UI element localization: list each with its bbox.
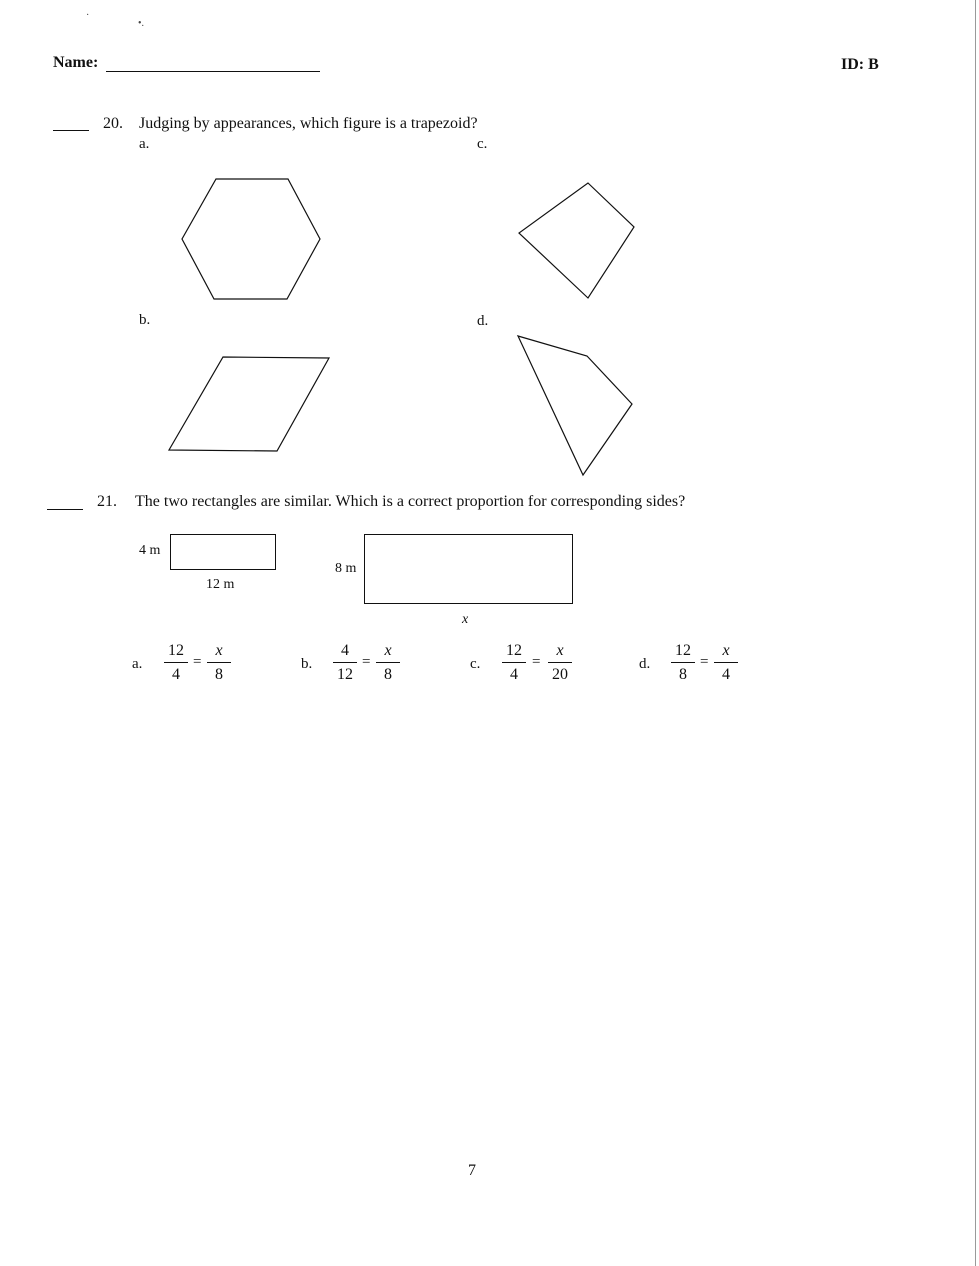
id-label: ID: B (841, 56, 879, 73)
fraction-numerator: 12 (168, 642, 184, 659)
question-number-20: 20. (103, 115, 123, 132)
choice-label-a: a. (139, 136, 150, 152)
fraction-denominator: 8 (679, 666, 687, 683)
fraction-denominator: 4 (722, 666, 730, 683)
small-rectangle (170, 534, 276, 570)
fraction-d-right (712, 641, 740, 684)
equals-sign: = (700, 654, 709, 670)
large-rectangle (364, 534, 573, 604)
q21-choice-label-d: d. (639, 656, 651, 672)
fraction-numerator: x (215, 642, 223, 659)
q21-choice-label-b: b. (301, 656, 313, 672)
choice-label-d: d. (477, 313, 489, 329)
scan-mark: · (86, 10, 90, 21)
parallelogram-figure-b (169, 357, 329, 451)
fraction-numerator: x (722, 642, 730, 659)
fraction-a-right (205, 641, 233, 684)
q21-choice-label-c: c. (470, 656, 481, 672)
answer-blank-21[interactable] (47, 509, 83, 510)
fraction-bar (164, 662, 188, 663)
fraction-bar (502, 662, 526, 663)
choice-label-b: b. (139, 312, 151, 328)
fraction-bar (376, 662, 400, 663)
fraction-b-left (331, 641, 359, 684)
name-label: Name: (53, 54, 99, 71)
fraction-numerator: x (556, 642, 564, 659)
fraction-d-left (669, 641, 697, 684)
fraction-bar (333, 662, 357, 663)
q21-choice-label-a: a. (132, 656, 143, 672)
kite-figure-c (519, 183, 634, 298)
fraction-a-left (162, 641, 190, 684)
fraction-numerator: 12 (675, 642, 691, 659)
scan-mark: •. (138, 18, 145, 29)
choice-label-c: c. (477, 136, 488, 152)
equals-sign: = (532, 654, 541, 670)
fraction-denominator: 8 (384, 666, 392, 683)
equals-sign: = (362, 654, 371, 670)
fraction-b-right (374, 641, 402, 684)
fraction-bar (548, 662, 572, 663)
fraction-bar (714, 662, 738, 663)
fraction-numerator: 12 (506, 642, 522, 659)
fraction-c-left (500, 641, 528, 684)
question-number-21: 21. (97, 493, 117, 510)
large-rect-height-label: 8 m (335, 561, 357, 576)
equals-sign: = (193, 654, 202, 670)
fraction-denominator: 4 (510, 666, 518, 683)
fraction-denominator: 20 (552, 666, 568, 683)
small-rect-height-label: 4 m (139, 543, 161, 558)
quadrilateral-figure-d (518, 336, 632, 475)
fraction-numerator: 4 (341, 642, 349, 659)
fraction-c-right (546, 641, 574, 684)
small-rect-width-label: 12 m (206, 577, 235, 592)
page-edge (975, 0, 976, 1266)
fraction-bar (671, 662, 695, 663)
question-text-20: Judging by appearances, which figure is a trapezoid? (139, 115, 478, 132)
large-rect-width-label: x (462, 612, 469, 627)
hexagon-figure-a (182, 179, 320, 299)
page-number: 7 (468, 1162, 476, 1179)
fraction-denominator: 4 (172, 666, 180, 683)
fraction-numerator: x (384, 642, 392, 659)
fraction-denominator: 12 (337, 666, 353, 683)
fraction-denominator: 8 (215, 666, 223, 683)
question-text-21: The two rectangles are similar. Which is a correct proportion for corresponding sides? (135, 493, 686, 510)
fraction-bar (207, 662, 231, 663)
q20-figures (0, 0, 979, 500)
